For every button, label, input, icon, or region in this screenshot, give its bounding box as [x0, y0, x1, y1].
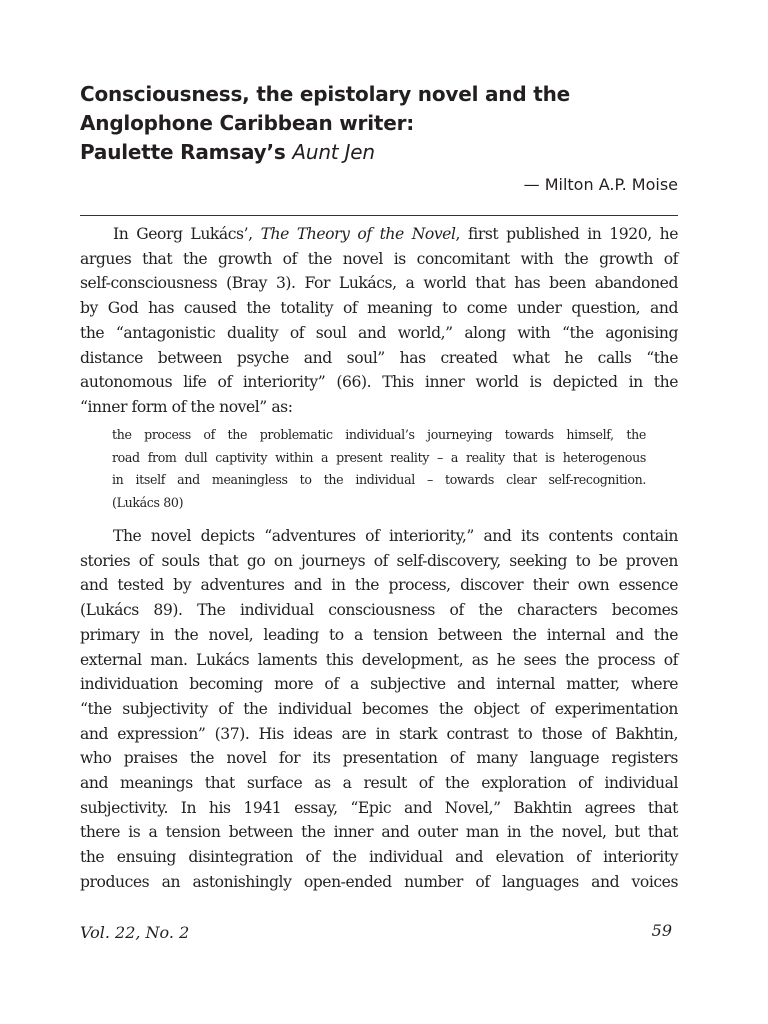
paragraph-2-line: and meanings that surface as a result of the exploration of individual [80, 774, 678, 793]
article-title [80, 80, 680, 167]
paragraph-1-line: the “antagonistic duality of soul and world,” along with “the agonising [80, 323, 678, 342]
p1-line1-b: , first published in 1920, he [455, 225, 679, 243]
author-byline: — Milton A.P. Moise [523, 175, 678, 194]
paragraph-1 [80, 222, 678, 420]
title-line-2: Anglophone Caribbean writer: [80, 111, 415, 135]
paragraph-1-line-1 [80, 222, 678, 247]
block-quote-citation: (Lukács 80) [112, 494, 184, 510]
paragraph-1-line: distance between psyche and soul” has created what he calls “the [80, 348, 678, 367]
title-line-3-italic: Aunt Jen [292, 140, 375, 164]
title-line-1: Consciousness, the epistolary novel and the [80, 82, 570, 106]
paragraph-1-line: argues that the growth of the novel is concomitant with the growth of [80, 249, 678, 268]
p1-line1-a: In Georg Lukács’, [113, 225, 261, 243]
page-number: 59 [651, 921, 672, 940]
title-line-3 [80, 138, 680, 167]
book-title-theory-of-the-novel: The Theory of the Novel [260, 225, 456, 243]
paragraph-2-line: produces an astonishingly open-ended number of languages and voices [80, 872, 678, 891]
paragraph-2-line: and expression” (37). His ideas are in stark contrast to those of Bakhtin, [80, 724, 678, 743]
paragraph-2-line: external man. Lukács laments this development, as he sees the process of [80, 650, 678, 669]
paragraph-2-line: The novel depicts “adventures of interiority,” and its contents contain [113, 527, 678, 545]
paragraph-2-line: stories of souls that go on journeys of self-discovery, seeking to be proven [80, 551, 678, 570]
block-quote [112, 424, 646, 514]
paragraph-1-line: by God has caused the totality of meaning to come under question, and [80, 299, 678, 318]
paragraph-2-line: individuation becoming more of a subjective and internal matter, where [80, 675, 678, 694]
paragraph-2-line: the ensuing disintegration of the individual and elevation of interiority [80, 848, 678, 867]
paragraph-2-line: subjectivity. In his 1941 essay, “Epic and Novel,” Bakhtin agrees that [80, 798, 678, 817]
paragraph-2-line: “the subjectivity of the individual becomes the object of experimentation [80, 699, 678, 718]
paragraph-1-line: autonomous life of interiority” (66). This inner world is depicted in the [80, 373, 678, 392]
block-quote-line: road from dull captivity within a present reality – a reality that is heterogenous [112, 449, 646, 465]
paragraph-1-line: self-consciousness (Bray 3). For Lukács, a world that has been abandoned [80, 274, 678, 293]
block-quote-line: in itself and meaningless to the individual – towards clear self-recognition. [112, 472, 646, 488]
paragraph-2-line: and tested by adventures and in the process, discover their own essence [80, 576, 678, 595]
paragraph-2-line: who praises the novel for its presentation of many language registers [80, 749, 678, 768]
header-divider [80, 215, 678, 216]
paragraph-2-line: primary in the novel, leading to a tension between the internal and the [80, 625, 678, 644]
paragraph-2 [80, 524, 678, 895]
paragraph-2-line: there is a tension between the inner and outer man in the novel, but that [80, 823, 678, 842]
block-quote-line: the process of the problematic individual’s journeying towards himself, the [112, 427, 646, 442]
paragraph-2-line: (Lukács 89). The individual consciousness of the characters becomes [80, 601, 678, 620]
journal-volume: Vol. 22, No. 2 [80, 923, 190, 942]
title-line-3-main: Paulette Ramsay’s [80, 140, 293, 164]
paragraph-1-line: “inner form of the novel” as: [80, 397, 293, 416]
